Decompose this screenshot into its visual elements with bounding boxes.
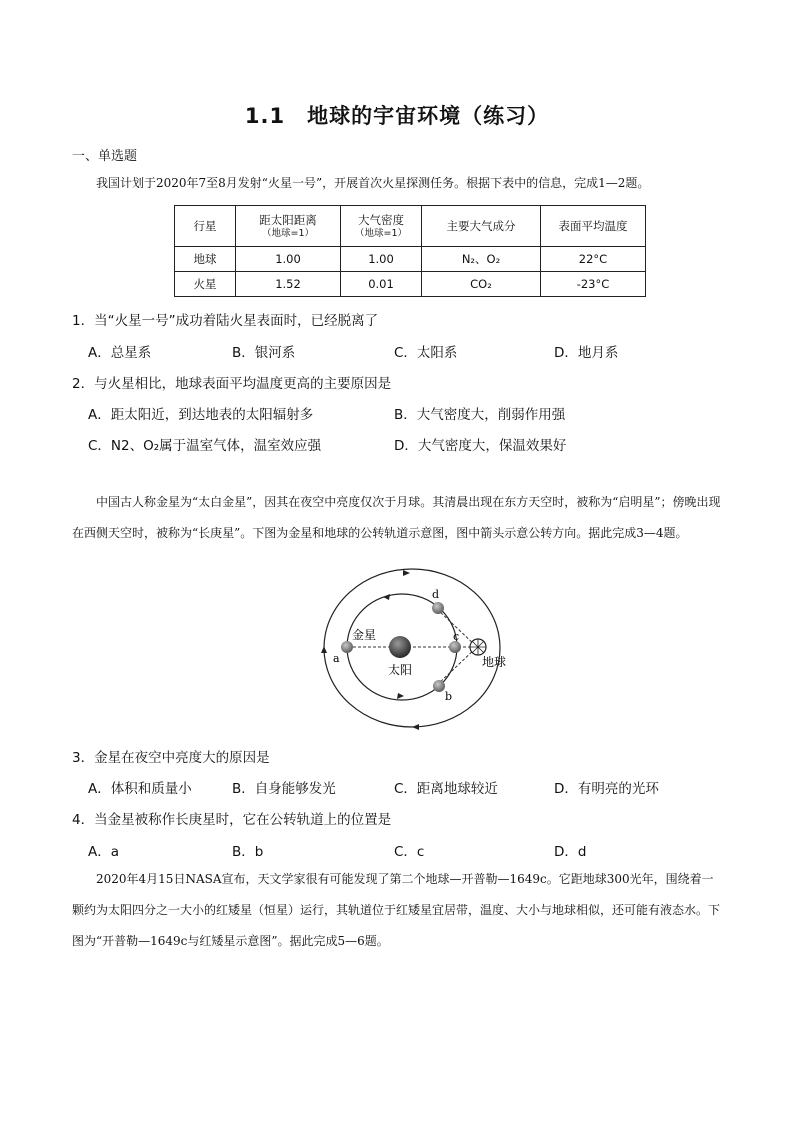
q3-option-d[interactable]: D．有明亮的光环 bbox=[554, 781, 659, 797]
label-d: d bbox=[432, 588, 440, 601]
question-4-stem: 4．当金星被称作长庚星时，它在公转轨道上的位置是 bbox=[72, 812, 392, 828]
q4-option-d[interactable]: D．d bbox=[554, 844, 587, 860]
intro-paragraph-3: 2020年4月15日NASA宣布，天文学家很有可能发现了第二个地球—开普勒—1649c。它距地球300光年，围绕着一颗约为太阳四分之一大小的红矮星（恒星）运行，其轨道位于红矮星宜居带，温度、大小与地球相似，还可能有液态水。下图为“开普勒—1649c与红矮星示意图”。据此完成5—6题。 bbox=[72, 872, 721, 948]
table-cell: 地球 bbox=[175, 247, 236, 272]
table-cell: 1.00 bbox=[236, 247, 341, 272]
label-c: c bbox=[453, 630, 460, 643]
q2-option-c[interactable]: C．N2、O₂属于温室气体，温室效应强 bbox=[88, 438, 322, 454]
q1-option-b[interactable]: B．银河系 bbox=[232, 345, 296, 361]
table-cell: 0.01 bbox=[341, 272, 422, 297]
q4-option-a[interactable]: A．a bbox=[88, 844, 120, 860]
q2-option-a[interactable]: A．距太阳近，到达地表的太阳辐射多 bbox=[88, 407, 314, 423]
earth-label: 地球 bbox=[482, 655, 507, 669]
table-header-row bbox=[175, 206, 646, 247]
q1-option-d[interactable]: D．地月系 bbox=[554, 345, 619, 361]
venus-label: 金星 bbox=[352, 628, 377, 642]
orbit-arrow-icon bbox=[383, 594, 390, 600]
table-header-cell: 大气密度 （地球=1） bbox=[341, 206, 422, 247]
orbit-arrow-icon bbox=[403, 570, 410, 576]
q1-option-c[interactable]: C．太阳系 bbox=[394, 345, 458, 361]
table-cell: 1.00 bbox=[341, 247, 422, 272]
q3-option-c[interactable]: C．距离地球较近 bbox=[394, 781, 498, 797]
orbit-arrow-icon bbox=[321, 646, 327, 653]
question-3-stem: 3．金星在夜空中亮度大的原因是 bbox=[72, 750, 270, 766]
table-cell: 火星 bbox=[175, 272, 236, 297]
label-b: b bbox=[445, 690, 453, 703]
table-cell: -23°C bbox=[541, 272, 646, 297]
sun-label: 太阳 bbox=[388, 663, 413, 677]
orbit-arrow-icon bbox=[397, 693, 404, 699]
question-2-stem: 2．与火星相比，地球表面平均温度更高的主要原因是 bbox=[72, 376, 392, 392]
venus-position-b-icon bbox=[433, 680, 445, 692]
page-title: 1.1 地球的宇宙环境（练习） bbox=[244, 104, 550, 128]
orbit-arrow-icon bbox=[412, 724, 419, 730]
q4-option-b[interactable]: B．b bbox=[232, 844, 264, 860]
table-header-cell: 表面平均温度 bbox=[541, 206, 646, 247]
intro-paragraph-1: 我国计划于2020年7至8月发射“火星一号”，开展首次火星探测任务。根据下表中的信息，完成1—2题。 bbox=[96, 176, 650, 190]
table-header-cell: 行星 bbox=[175, 206, 236, 247]
venus-position-a-icon bbox=[341, 641, 353, 653]
earth-icon bbox=[470, 639, 486, 655]
table-cell: 22°C bbox=[541, 247, 646, 272]
table-cell: CO₂ bbox=[422, 272, 541, 297]
table-cell: N₂、O₂ bbox=[422, 247, 541, 272]
sun-icon bbox=[389, 636, 411, 658]
venus-position-d-icon bbox=[432, 602, 444, 614]
q1-option-a[interactable]: A．总星系 bbox=[88, 345, 152, 361]
q2-option-d[interactable]: D．大气密度大，保温效果好 bbox=[394, 438, 567, 454]
orbit-diagram bbox=[310, 560, 520, 738]
table-header-cell: 主要大气成分 bbox=[422, 206, 541, 247]
table-row bbox=[175, 247, 646, 272]
q2-option-b[interactable]: B．大气密度大，削弱作用强 bbox=[394, 407, 566, 423]
q3-option-a[interactable]: A．体积和质量小 bbox=[88, 781, 192, 797]
q3-option-b[interactable]: B．自身能够发光 bbox=[232, 781, 336, 797]
intro-paragraph-2: 中国古人称金星为“太白金星”，因其在夜空中亮度仅次于月球。其清晨出现在东方天空时，被称为“启明星”；傍晚出现在西侧天空时，被称为“长庚星”。下图为金星和地球的公转轨道示意图，图中箭头示意公转方向。据此完成3—4题。 bbox=[72, 495, 721, 540]
section-heading: 一、单选题 bbox=[72, 149, 138, 164]
planet-table bbox=[174, 205, 646, 297]
question-1-stem: 1．当“火星一号”成功着陆火星表面时，已经脱离了 bbox=[72, 313, 379, 329]
table-header-cell: 距太阳距离 （地球=1） bbox=[236, 206, 341, 247]
label-a: a bbox=[333, 652, 340, 665]
table-row bbox=[175, 272, 646, 297]
q4-option-c[interactable]: C．c bbox=[394, 844, 425, 860]
table-cell: 1.52 bbox=[236, 272, 341, 297]
